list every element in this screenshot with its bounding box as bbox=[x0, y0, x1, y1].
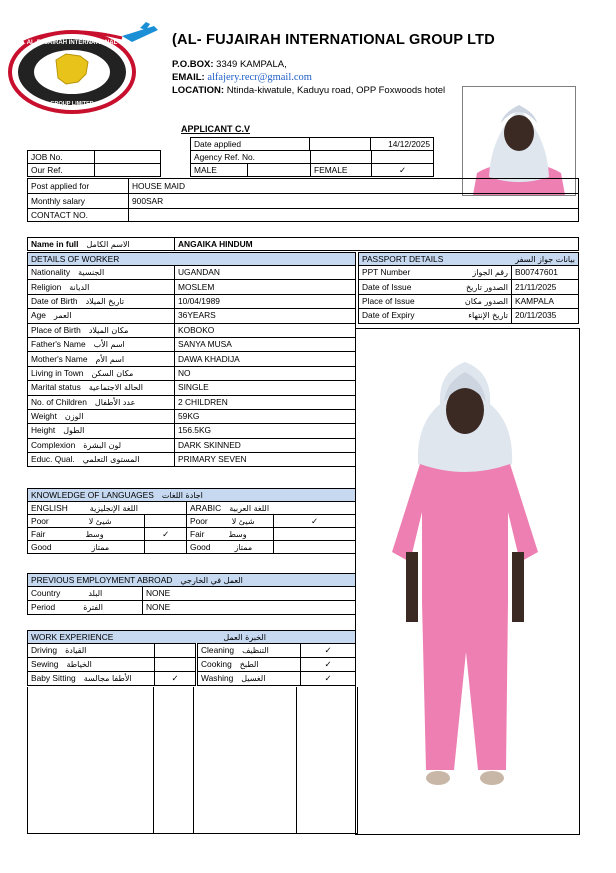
passport-label-cell bbox=[359, 280, 512, 294]
worker-label-cell bbox=[28, 266, 175, 280]
pobox-label: P.O.BOX: bbox=[172, 59, 214, 70]
worker-label: No. of Children bbox=[31, 396, 87, 407]
arabic-label-ar: اللغة العربية bbox=[229, 503, 270, 513]
experience-right-check: ✓ bbox=[301, 658, 356, 672]
employment-label-cell bbox=[28, 601, 143, 615]
date-applied-table bbox=[190, 137, 434, 151]
worker-label-cell bbox=[28, 294, 175, 308]
arabic-level-label: Good bbox=[190, 541, 211, 552]
location-value: Ntinda-kiwatule, Kaduyu road, OPP Foxwoods hotel bbox=[226, 85, 446, 96]
worker-row bbox=[28, 395, 356, 409]
worker-label-ar: الطول bbox=[63, 426, 85, 436]
experience-left-check bbox=[155, 644, 197, 658]
worker-label-cell bbox=[28, 366, 175, 380]
contact-value bbox=[129, 209, 579, 222]
post-label: Post applied for bbox=[28, 179, 129, 194]
worker-value: DAWA KHADIJA bbox=[175, 352, 356, 366]
female-label: FEMALE bbox=[311, 164, 372, 177]
worker-label: Age bbox=[31, 310, 46, 321]
passport-label: Date of Expiry bbox=[362, 310, 415, 321]
worker-row bbox=[28, 438, 356, 452]
company-logo bbox=[4, 22, 164, 114]
applicant-cv-title: APPLICANT C.V bbox=[181, 124, 251, 134]
our-ref-value bbox=[95, 164, 161, 177]
employment-table bbox=[27, 573, 356, 615]
worker-label-cell bbox=[28, 323, 175, 337]
passport-value: B00747601 bbox=[512, 266, 579, 280]
arabic-label: ARABIC bbox=[190, 502, 222, 513]
job-no-label: JOB No. bbox=[28, 151, 95, 164]
arabic-level-ar: شيئ لا bbox=[231, 516, 255, 526]
contact-label: CONTACT NO. bbox=[28, 209, 129, 222]
english-level-check: ✓ bbox=[145, 528, 187, 541]
employment-value: NONE bbox=[143, 601, 356, 615]
worker-value: 10/04/1989 bbox=[175, 294, 356, 308]
male-label: MALE bbox=[191, 164, 248, 177]
pobox-value: 3349 KAMPALA, bbox=[216, 59, 287, 70]
english-level-label: Poor bbox=[31, 515, 49, 526]
experience-left-cell bbox=[28, 644, 155, 658]
experience-row bbox=[28, 658, 356, 672]
worker-label: Father's Name bbox=[31, 339, 86, 350]
worker-label-cell bbox=[28, 280, 175, 294]
worker-value: UGANDAN bbox=[175, 266, 356, 280]
passport-label-cell bbox=[359, 294, 512, 308]
location-line bbox=[172, 84, 445, 97]
pobox-line bbox=[172, 58, 287, 71]
worker-value: 59KG bbox=[175, 409, 356, 423]
english-level-ar: ممتاز bbox=[91, 542, 110, 552]
employment-label: Period bbox=[31, 602, 56, 612]
languages-title-ar: اجادة اللغات bbox=[161, 490, 203, 500]
our-ref-label: Our Ref. bbox=[28, 164, 95, 177]
languages-header bbox=[28, 489, 356, 502]
passport-label-ar: رقم الجواز bbox=[472, 268, 508, 278]
english-level-ar: شيئ لا bbox=[88, 516, 112, 526]
employment-value: NONE bbox=[143, 587, 356, 601]
arabic-level-cell bbox=[187, 541, 274, 554]
experience-right-check: ✓ bbox=[301, 644, 356, 658]
arabic-level-check bbox=[274, 528, 356, 541]
date-applied-blank bbox=[310, 138, 371, 151]
worker-label-ar: الوزن bbox=[64, 412, 84, 422]
experience-left-label: Driving bbox=[31, 645, 58, 655]
worker-label-cell bbox=[28, 337, 175, 351]
experience-left-label: Baby Sitting bbox=[31, 673, 76, 683]
svg-text:AL-FUJAIRAH INTERNATIONAL: AL-FUJAIRAH INTERNATIONAL bbox=[26, 40, 118, 46]
experience-left-cell bbox=[28, 658, 155, 672]
experience-right-label: Washing bbox=[201, 673, 234, 683]
experience-right-check: ✓ bbox=[301, 672, 356, 686]
exp-col-divider-2 bbox=[193, 687, 194, 833]
worker-label-ar: لون البشرة bbox=[83, 440, 122, 450]
passport-row bbox=[359, 266, 579, 280]
arabic-level-check bbox=[274, 541, 356, 554]
experience-right-label: Cleaning bbox=[201, 645, 235, 655]
exp-col-divider-1 bbox=[153, 687, 154, 833]
female-check: ✓ bbox=[372, 164, 434, 177]
worker-label: Mother's Name bbox=[31, 353, 88, 364]
worker-value: 36YEARS bbox=[175, 309, 356, 323]
worker-value: NO bbox=[175, 366, 356, 380]
worker-label: Height bbox=[31, 425, 56, 436]
fullname-label-cell bbox=[28, 238, 175, 251]
passport-label: PPT Number bbox=[362, 267, 411, 278]
experience-right-cell bbox=[197, 672, 301, 686]
passport-label: Date of Issue bbox=[362, 281, 412, 292]
english-header bbox=[28, 502, 187, 515]
arabic-level-label: Fair bbox=[190, 528, 205, 539]
post-value: HOUSE MAID bbox=[129, 179, 579, 194]
passport-row bbox=[359, 294, 579, 308]
experience-right-cell bbox=[197, 658, 301, 672]
male-check bbox=[248, 164, 311, 177]
passport-row bbox=[359, 309, 579, 323]
worker-label-cell bbox=[28, 395, 175, 409]
language-level-row bbox=[28, 541, 356, 554]
experience-left-cell bbox=[28, 672, 155, 686]
arabic-level-ar: وسط bbox=[228, 529, 247, 539]
language-level-row bbox=[28, 528, 356, 541]
worker-value: KOBOKO bbox=[175, 323, 356, 337]
worker-label-ar: العمر bbox=[53, 311, 72, 321]
passport-title: PASSPORT DETAILS bbox=[362, 253, 444, 264]
arabic-level-ar: ممتاز bbox=[234, 542, 253, 552]
worker-details-header: DETAILS OF WORKER bbox=[28, 253, 356, 266]
arabic-header bbox=[187, 502, 356, 515]
passport-label-ar: الصدور تاريخ bbox=[466, 282, 508, 292]
worker-value: SANYA MUSA bbox=[175, 337, 356, 351]
worker-label-ar: الديانة bbox=[69, 282, 90, 292]
experience-right-ar: التنظيف bbox=[242, 646, 269, 655]
worker-value: MOSLEM bbox=[175, 280, 356, 294]
experience-right-cell bbox=[197, 644, 301, 658]
english-label-ar: اللغة الإنجليزية bbox=[89, 503, 138, 513]
english-level-label: Fair bbox=[31, 528, 46, 539]
arabic-level-check: ✓ bbox=[274, 515, 356, 528]
fullname-label-ar: الاسم الكامل bbox=[86, 239, 130, 249]
worker-label-cell bbox=[28, 309, 175, 323]
worker-row bbox=[28, 409, 356, 423]
worker-row bbox=[28, 366, 356, 380]
worker-label: Complexion bbox=[31, 439, 76, 450]
worker-label: Nationality bbox=[31, 267, 71, 278]
worker-details-table bbox=[27, 252, 356, 467]
date-applied-label: Date applied bbox=[191, 138, 310, 151]
salary-value: 900SAR bbox=[129, 194, 579, 209]
english-level-ar: وسط bbox=[85, 529, 104, 539]
worker-label: Marital status bbox=[31, 382, 81, 393]
experience-left-label: Sewing bbox=[31, 659, 59, 669]
worker-label: Educ. Qual. bbox=[31, 454, 75, 465]
worker-row bbox=[28, 453, 356, 467]
worker-row bbox=[28, 381, 356, 395]
experience-header bbox=[28, 631, 356, 644]
passport-label-ar: الصدور مكان bbox=[464, 296, 508, 306]
passport-value: KAMPALA bbox=[512, 294, 579, 308]
experience-left-ar: الخياطة bbox=[66, 660, 92, 669]
svg-text:GROUP LIMITED: GROUP LIMITED bbox=[50, 101, 94, 107]
email-link[interactable]: alfajery.recr@gmail.com bbox=[207, 72, 312, 83]
employment-row bbox=[28, 601, 356, 615]
passport-label-ar: تاريخ الإنتهاء bbox=[468, 311, 508, 321]
worker-label-cell bbox=[28, 409, 175, 423]
passport-title-ar: بيانات جواز السفر bbox=[515, 254, 575, 264]
employment-title: PREVIOUS EMPLOYMENT ABROAD bbox=[31, 574, 173, 585]
passport-value: 21/11/2025 bbox=[512, 280, 579, 294]
experience-title: WORK EXPERIENCE bbox=[31, 631, 114, 642]
salary-label: Monthly salary bbox=[28, 194, 129, 209]
date-applied-value: 14/12/2025 bbox=[371, 138, 434, 151]
experience-row bbox=[28, 672, 356, 686]
arabic-level-cell bbox=[187, 528, 274, 541]
experience-left-ar: الأطفا مجالسة bbox=[83, 674, 132, 683]
full-body-photo bbox=[380, 352, 550, 790]
worker-label-cell bbox=[28, 424, 175, 438]
employment-title-ar: العمل في الخارجي bbox=[180, 575, 243, 585]
location-label: LOCATION: bbox=[172, 85, 225, 96]
worker-value: 2 CHILDREN bbox=[175, 395, 356, 409]
worker-label-ar: تاريخ الميلاد bbox=[85, 296, 125, 306]
worker-value: 156.5KG bbox=[175, 424, 356, 438]
worker-label: Weight bbox=[31, 411, 57, 422]
fullname-label: Name in full bbox=[31, 238, 79, 249]
experience-left-ar: القيادة bbox=[65, 646, 87, 655]
worker-label: Date of Birth bbox=[31, 295, 78, 306]
english-level-check bbox=[145, 515, 187, 528]
worker-label-cell bbox=[28, 381, 175, 395]
worker-row bbox=[28, 424, 356, 438]
employment-label-cell bbox=[28, 587, 143, 601]
experience-left-check bbox=[155, 658, 197, 672]
company-name: (AL- FUJAIRAH INTERNATIONAL GROUP LTD bbox=[172, 32, 495, 48]
arabic-level-cell bbox=[187, 515, 274, 528]
worker-label-ar: اسم الأم bbox=[95, 354, 125, 364]
worker-label: Religion bbox=[31, 281, 62, 292]
exp-col-divider-3 bbox=[296, 687, 297, 833]
english-level-check bbox=[145, 541, 187, 554]
passport-label-cell bbox=[359, 309, 512, 323]
experience-right-ar: الغسيل bbox=[241, 674, 266, 683]
agency-gender-table bbox=[190, 150, 434, 177]
languages-title: KNOWLEDGE OF LANGUAGES bbox=[31, 489, 154, 500]
passport-header bbox=[359, 253, 579, 266]
english-level-cell bbox=[28, 528, 145, 541]
fullname-table bbox=[27, 237, 579, 251]
worker-label-ar: عدد الأطفال bbox=[94, 397, 136, 407]
arabic-level-label: Poor bbox=[190, 515, 208, 526]
worker-label-ar: الجنسية bbox=[78, 268, 105, 278]
employment-header bbox=[28, 574, 356, 587]
english-level-cell bbox=[28, 541, 145, 554]
experience-right-ar: الطبخ bbox=[239, 660, 259, 669]
passport-row bbox=[359, 280, 579, 294]
experience-left-check: ✓ bbox=[155, 672, 197, 686]
worker-label-ar: مكان الميلاد bbox=[88, 325, 129, 335]
worker-row bbox=[28, 280, 356, 294]
agency-ref-label: Agency Ref. No. bbox=[191, 151, 311, 164]
worker-row bbox=[28, 323, 356, 337]
worker-label-cell bbox=[28, 438, 175, 452]
passport-label-cell bbox=[359, 266, 512, 280]
worker-row bbox=[28, 337, 356, 351]
experience-row bbox=[28, 644, 356, 658]
passport-value: 20/11/2035 bbox=[512, 309, 579, 323]
worker-row bbox=[28, 266, 356, 280]
worker-label: Place of Birth bbox=[31, 324, 81, 335]
worker-label: Living in Town bbox=[31, 367, 84, 378]
experience-title-ar: الخبرة العمل bbox=[223, 632, 266, 642]
worker-value: DARK SKINNED bbox=[175, 438, 356, 452]
passport-details-table bbox=[358, 252, 579, 324]
english-level-cell bbox=[28, 515, 145, 528]
experience-right-label: Cooking bbox=[201, 659, 232, 669]
language-level-row bbox=[28, 515, 356, 528]
worker-row bbox=[28, 309, 356, 323]
worker-label-ar: المستوى التعلمي bbox=[82, 455, 140, 465]
worker-label-ar: مكان السكن bbox=[91, 368, 134, 378]
languages-table bbox=[27, 488, 356, 554]
passport-label: Place of Issue bbox=[362, 295, 415, 306]
employment-label-ar: الفترة bbox=[83, 603, 103, 612]
worker-value: SINGLE bbox=[175, 381, 356, 395]
employment-label: Country bbox=[31, 588, 61, 598]
post-table bbox=[27, 178, 579, 222]
worker-value: PRIMARY SEVEN bbox=[175, 453, 356, 467]
job-ref-table bbox=[27, 150, 161, 177]
worker-label-cell bbox=[28, 453, 175, 467]
worker-row bbox=[28, 352, 356, 366]
experience-table bbox=[27, 630, 356, 686]
employment-row bbox=[28, 587, 356, 601]
agency-ref-value bbox=[372, 151, 434, 164]
agency-ref-blank bbox=[311, 151, 372, 164]
worker-label-cell bbox=[28, 352, 175, 366]
job-no-value bbox=[95, 151, 161, 164]
worker-label-ar: الحالة الاجتماعية bbox=[88, 383, 144, 393]
english-level-label: Good bbox=[31, 541, 52, 552]
fullname-value: ANGAIKA HINDUM bbox=[175, 238, 579, 251]
english-label: ENGLISH bbox=[31, 502, 68, 513]
worker-row bbox=[28, 294, 356, 308]
email-label: EMAIL: bbox=[172, 72, 205, 83]
email-line bbox=[172, 71, 312, 84]
employment-label-ar: البلد bbox=[88, 589, 103, 598]
worker-label-ar: اسم الأب bbox=[93, 340, 125, 350]
